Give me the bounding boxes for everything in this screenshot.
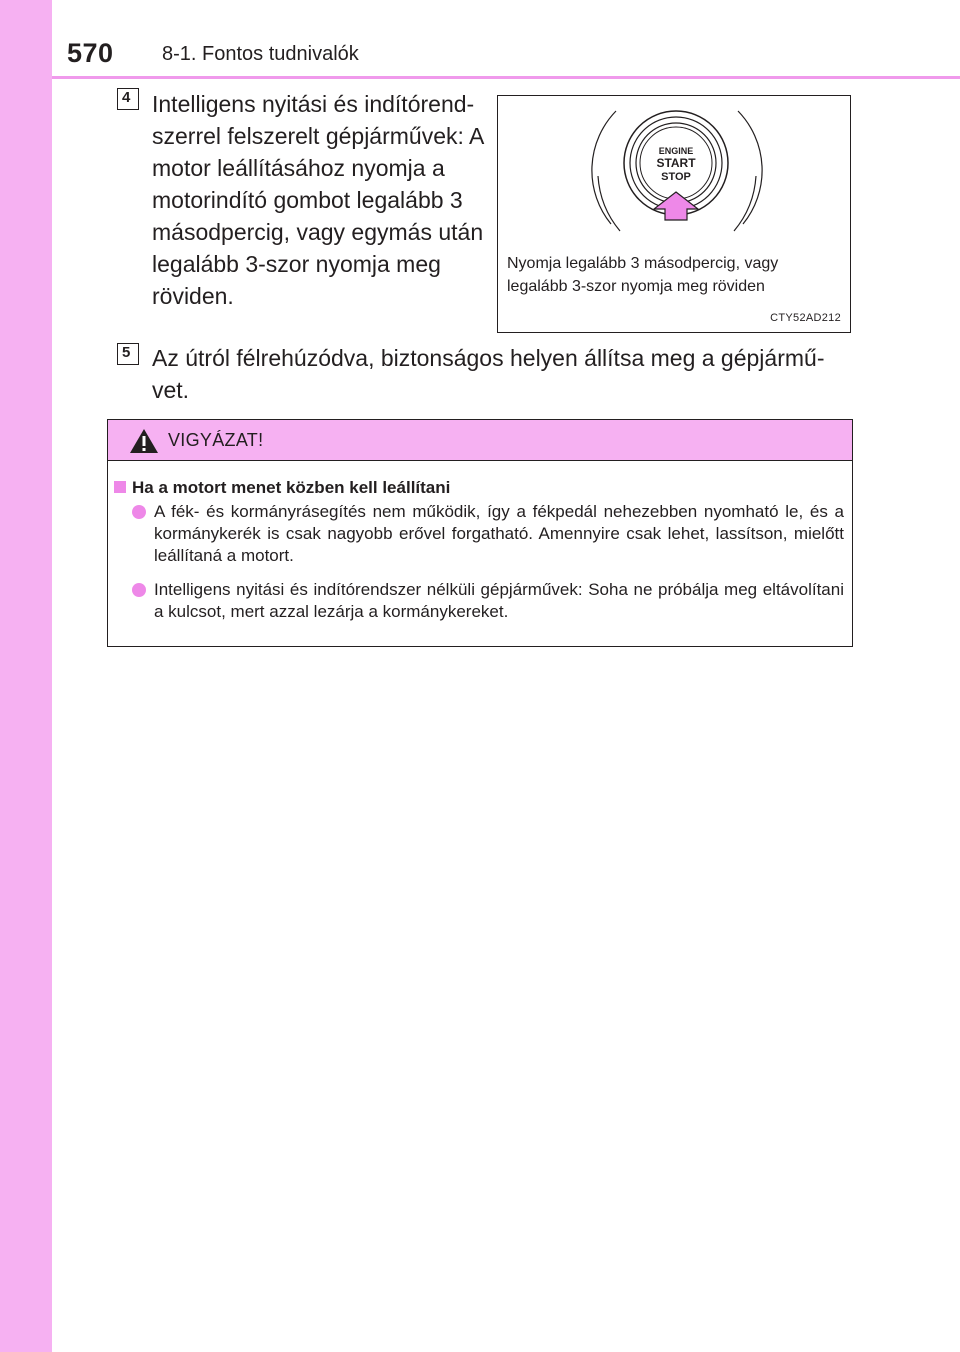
square-bullet-icon — [114, 481, 126, 493]
warning-heading-text: Ha a motort menet közben kell leállítani — [132, 478, 451, 497]
button-label-stop: STOP — [661, 171, 691, 183]
button-label-engine: ENGINE — [658, 146, 694, 156]
warning-triangle-icon — [128, 427, 160, 455]
warning-box — [107, 419, 853, 647]
warning-label: VIGYÁZAT! — [168, 430, 264, 450]
round-bullet-icon — [132, 583, 146, 597]
figure-code: CTY52AD212 — [770, 312, 841, 324]
header-rule — [52, 76, 960, 79]
section-title: 8-1. Fontos tudnivalók — [162, 43, 359, 65]
step-5-number: 5 — [117, 343, 139, 365]
round-bullet-icon — [132, 505, 146, 519]
start-button-figure — [497, 95, 851, 333]
step-4-text: Intelligens nyitási és indítórend-szerrel felszerelt gépjárművek: A motor leállításához nyomja a motorindító gombot legalább 3 másodpercig, vagy egymás után legalább 3-szor nyomja meg röviden. — [152, 91, 484, 309]
warning-bullet — [134, 579, 844, 623]
page-number: 570 — [67, 38, 114, 68]
figure-caption: Nyomja legalább 3 másodpercig, vagy legalább 3-szor nyomja meg röviden — [507, 255, 779, 295]
warning-bullet-text: Intelligens nyitási és indítórendszer nélküli gépjárművek: Soha ne próbálja meg eltávolítani a kulcsot, mert azzal lezárja a kormánykereket. — [154, 580, 844, 621]
engine-button-illustration — [498, 96, 852, 334]
warning-bullet-text: A fék- és kormányrásegítés nem működik, így a fékpedál nehezebben nyomható le, és a kormánykerék is csak nagyobb erővel forgatható. Amennyire csak lehet, lassítson, mielőtt leállítaná a motort. — [154, 502, 844, 565]
warning-heading — [114, 478, 450, 498]
warning-header — [108, 420, 852, 461]
side-color-strip — [0, 0, 52, 1352]
button-label-start: START — [656, 156, 696, 170]
step-4-number: 4 — [117, 88, 139, 110]
warning-bullet — [134, 501, 844, 567]
step-5-text: Az útról félrehúzódva, biztonságos helyen állítsa meg a gépjármű-vet. — [152, 345, 825, 403]
